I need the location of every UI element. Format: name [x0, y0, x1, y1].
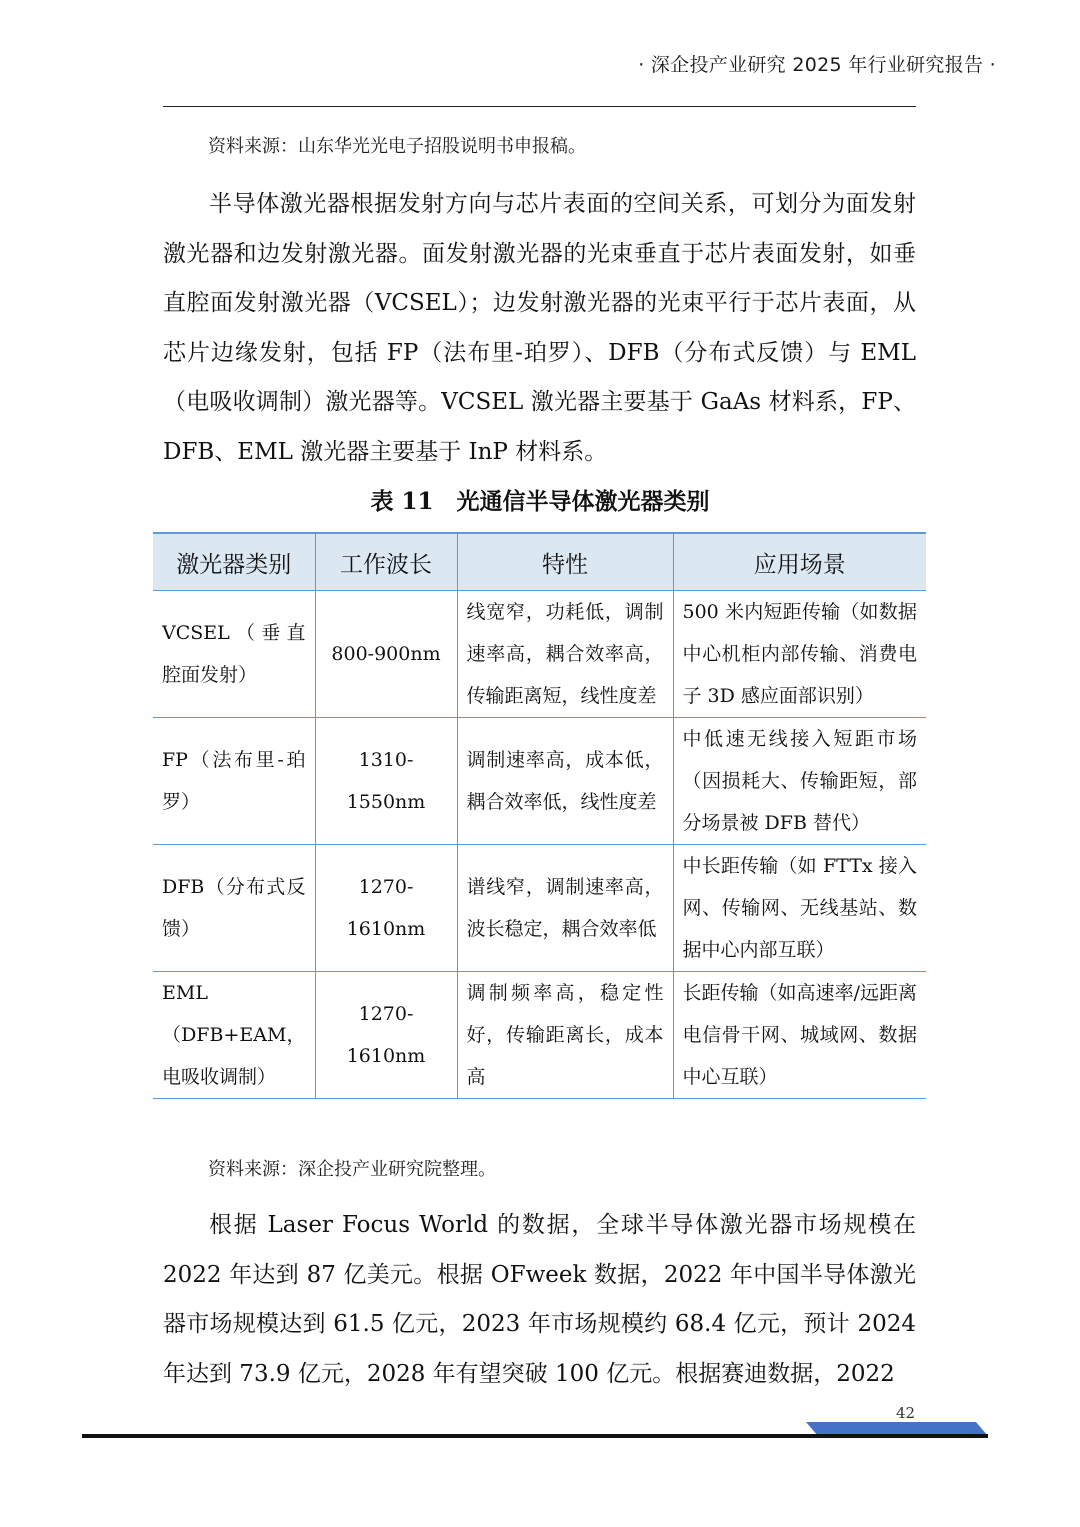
column-header-wavelength: 工作波长: [315, 533, 457, 591]
cell-wavelength: 1310-1550nm: [315, 718, 457, 845]
source-note-top: 资料来源：山东华光光电子招股说明书申报稿。: [208, 136, 586, 157]
table-row: [153, 972, 926, 1099]
cell-laser-type: EML（DFB+EAM，电吸收调制）: [153, 972, 315, 1099]
cell-applications: 中长距传输（如 FTTx 接入网、传输网、无线基站、数据中心内部互联）: [673, 845, 926, 972]
report-header-title: · 深企投产业研究 2025 年行业研究报告 ·: [638, 54, 996, 76]
cell-laser-type: VCSEL（垂直腔面发射）: [153, 591, 315, 718]
column-header-features: 特性: [457, 533, 673, 591]
body-paragraph-1: 半导体激光器根据发射方向与芯片表面的空间关系，可划分为面发射激光器和边发射激光器。面发射激光器的光束垂直于芯片表面发射，如垂直腔面发射激光器（VCSEL）；边发射激光器的光束平行于芯片表面，从芯片边缘发射，包括 FP（法布里-珀罗）、DFB（分布式反馈）与 EML（电吸收调制）激光器等。VCSEL 激光器主要基于 GaAs 材料系，FP、DFB、EML 激光器主要基于 InP 材料系。: [163, 191, 916, 465]
cell-wavelength: 1270-1610nm: [315, 972, 457, 1099]
cell-applications: 中低速无线接入短距市场（因损耗大、传输距短，部分场景被 DFB 替代）: [673, 718, 926, 845]
header-divider: [163, 106, 916, 107]
table-title: 表 11 光通信半导体激光器类别: [370, 488, 710, 515]
cell-laser-type: DFB（分布式反馈）: [153, 845, 315, 972]
body-paragraph-2: 根据 Laser Focus World 的数据，全球半导体激光器市场规模在 2022 年达到 87 亿美元。根据 OFweek 数据，2022 年中国半导体激光器市场规模达到 61.5 亿元，2023 年市场规模约 68.4 亿元，预计 2024 年达到 73.9 亿元，2028 年有望突破 100 亿元。根据赛迪数据，2022: [163, 1212, 916, 1387]
page-number: 42: [896, 1404, 916, 1422]
cell-wavelength: 800-900nm: [315, 591, 457, 718]
table-row: [153, 845, 926, 972]
cell-features: 谱线窄，调制速率高，波长稳定，耦合效率低: [457, 845, 673, 972]
cell-features: 调制频率高，稳定性好，传输距离长，成本高: [457, 972, 673, 1099]
table-row: [153, 591, 926, 718]
source-note-table: 资料来源：深企投产业研究院整理。: [208, 1159, 496, 1180]
cell-features: 线宽窄，功耗低，调制速率高，耦合效率高，传输距离短，线性度差: [457, 591, 673, 718]
table-row: [153, 718, 926, 845]
cell-features: 调制速率高，成本低，耦合效率低，线性度差: [457, 718, 673, 845]
cell-applications: 500 米内短距传输（如数据中心机柜内部传输、消费电子 3D 感应面部识别）: [673, 591, 926, 718]
footer-divider: [82, 1434, 988, 1438]
column-header-type: 激光器类别: [153, 533, 315, 591]
cell-applications: 长距传输（如高速率/远距离电信骨干网、城域网、数据中心互联）: [673, 972, 926, 1099]
cell-laser-type: FP（法布里-珀罗）: [153, 718, 315, 845]
column-header-applications: 应用场景: [673, 533, 926, 591]
laser-types-table: [153, 532, 926, 1099]
table-header-row: [153, 533, 926, 591]
cell-wavelength: 1270-1610nm: [315, 845, 457, 972]
